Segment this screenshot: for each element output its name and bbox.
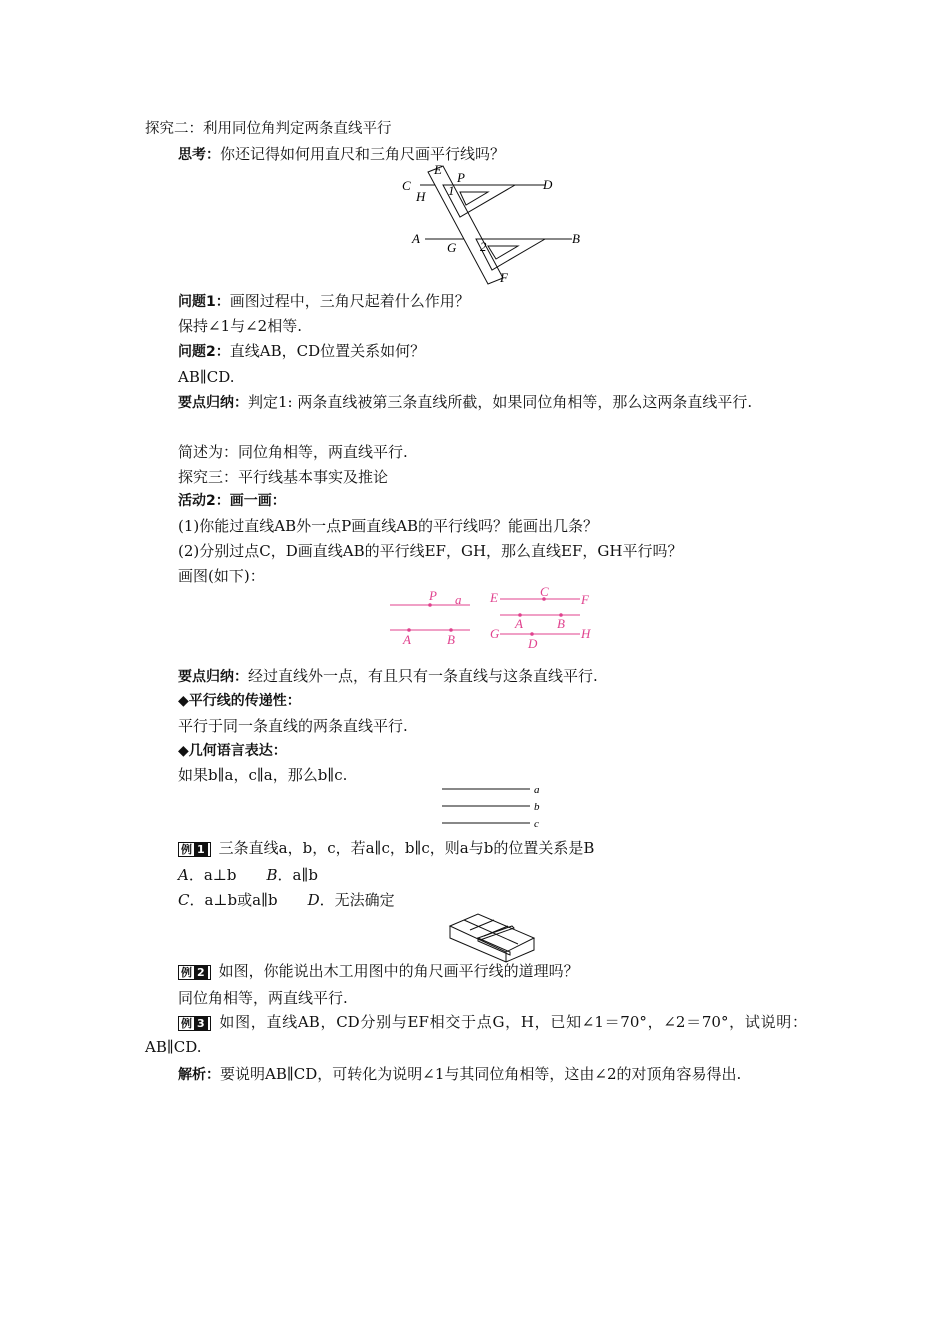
example-1	[178, 838, 594, 858]
carpenter-square-figure	[448, 906, 538, 962]
analysis	[145, 1062, 807, 1088]
q1-label: 问题1：	[178, 294, 230, 310]
option-b-letter: B	[266, 866, 278, 884]
label-B: B	[572, 231, 580, 246]
think-label: 思考：	[178, 147, 220, 163]
label-D: D	[543, 177, 553, 192]
label-A: A	[412, 231, 420, 246]
label-c: c	[534, 818, 539, 830]
options-row-2	[178, 890, 395, 910]
option-d-letter: D	[307, 891, 320, 909]
label-E: E	[490, 590, 498, 605]
activity-q2: (2)分别过点C，D画直线AB的平行线EF，GH，那么直线EF，GH平行吗？	[178, 542, 683, 560]
transitive-text: 平行于同一条直线的两条直线平行.	[178, 717, 408, 735]
ex3-text: 如图，直线AB，CD分别与EF相交于点G，H，已知∠1＝70°，∠2＝70°，试说明：AB∥CD.	[145, 1013, 807, 1056]
label-C: C	[402, 178, 411, 193]
summary1-text: 判定1: 两条直线被第三条直线所截，如果同位角相等，那么这两条直线平行.	[248, 393, 753, 411]
label-B2: B	[557, 616, 565, 631]
example-2	[178, 961, 579, 981]
section-heading: 探究二：利用同位角判定两条直线平行	[145, 121, 392, 137]
three-lines-figure	[440, 782, 550, 832]
tag-text: 例	[181, 966, 192, 979]
question-1	[178, 291, 470, 312]
label-H: H	[416, 189, 426, 204]
activity-q1: (1)你能过直线AB外一点P画直线AB的平行线吗？能画出几条？	[178, 517, 599, 535]
options-row-1	[178, 865, 318, 885]
q1-text: 画图过程中，三角尺起着什么作用？	[229, 292, 470, 310]
example-tag	[178, 842, 211, 857]
option-c-letter: C	[178, 891, 190, 909]
tag-number: 3	[194, 1017, 208, 1030]
tag-number: 1	[194, 843, 208, 856]
transitive-label: ◆平行线的传递性：	[178, 693, 301, 709]
summary-1	[145, 390, 807, 416]
label-G: G	[490, 626, 500, 641]
question-2	[178, 341, 425, 362]
option-d-text: ．无法确定	[319, 891, 395, 909]
q2-text: 直线AB，CD位置关系如何？	[229, 342, 426, 360]
tag-text: 例	[181, 1017, 192, 1030]
option-c-text: ．a⊥b或a∥b	[189, 891, 278, 909]
label-A: A	[403, 632, 411, 647]
label-b: b	[534, 801, 540, 813]
summary2-text: 经过直线外一点，有且只有一条直线与这条直线平行.	[248, 667, 598, 685]
option-b-text: ．a∥b	[277, 866, 319, 884]
label-P: P	[429, 588, 437, 603]
activity-label: 活动2：画一画：	[178, 493, 286, 509]
q1-answer: 保持∠1与∠2相等.	[178, 317, 302, 335]
analysis-text: 要说明AB∥CD，可转化为说明∠1与其同位角相等，这由∠2的对顶角容易得出.	[220, 1065, 742, 1083]
ex2-text: 如图，你能说出木工用图中的角尺画平行线的道理吗？	[218, 962, 579, 980]
draw-label: 画图(如下)：	[178, 567, 265, 585]
brief: 简述为：同位角相等，两直线平行.	[178, 443, 408, 461]
option-a-text: ．a⊥b	[188, 866, 237, 884]
geometry-text: 如果b∥a，c∥a，那么b∥c.	[178, 766, 348, 784]
label-F: F	[500, 270, 508, 285]
tag-number: 2	[194, 966, 208, 979]
summary-2	[178, 666, 598, 687]
analysis-label: 解析：	[178, 1067, 220, 1083]
summary2-label: 要点归纳：	[178, 669, 248, 685]
q2-answer: AB∥CD.	[178, 368, 235, 386]
label-C: C	[540, 584, 549, 599]
label-a: a	[534, 784, 540, 796]
geometry-label: ◆几何语言表达：	[178, 743, 287, 759]
label-D: D	[528, 636, 538, 651]
example-tag	[178, 1016, 211, 1031]
label-P: P	[457, 170, 465, 185]
label-angle-2: 2	[480, 239, 487, 254]
ex1-text: 三条直线a，b，c，若a∥c，b∥c，则a与b的位置关系是B	[218, 839, 595, 857]
label-A2: A	[515, 616, 523, 631]
ruler-triangle-figure	[390, 160, 590, 285]
explore-3: 探究三：平行线基本事实及推论	[178, 468, 389, 486]
label-E: E	[434, 162, 442, 177]
option-a-letter: A	[178, 866, 189, 884]
parallel-drawing-figure	[380, 580, 600, 655]
label-a: a	[455, 592, 462, 607]
q2-label: 问题2：	[178, 344, 230, 360]
summary1-label: 要点归纳：	[178, 395, 248, 411]
ex2-answer: 同位角相等，两直线平行.	[178, 989, 348, 1007]
example-tag	[178, 965, 211, 980]
tag-text: 例	[181, 843, 192, 856]
think-text: 你还记得如何用直尺和三角尺画平行线吗？	[220, 145, 506, 163]
label-angle-1: 1	[448, 183, 455, 198]
label-F: F	[581, 592, 589, 607]
label-G: G	[447, 240, 457, 255]
example-3	[145, 1010, 807, 1060]
label-B: B	[447, 632, 455, 647]
label-H: H	[581, 626, 591, 641]
